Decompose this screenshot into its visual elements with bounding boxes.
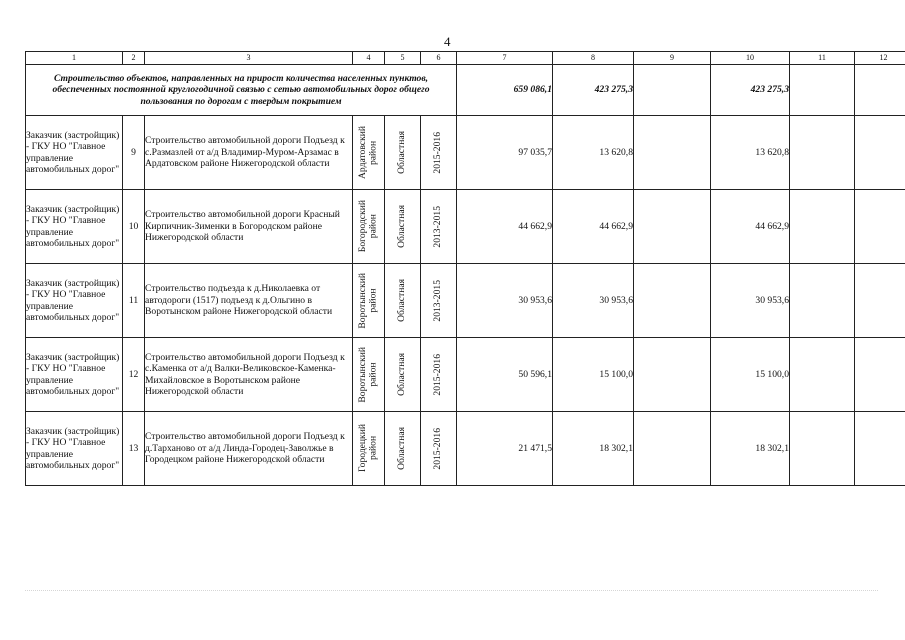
col7-value: 44 662,9 — [457, 190, 553, 264]
column-number: 8 — [553, 52, 634, 65]
col11-value — [790, 338, 855, 412]
ownership-cell — [385, 338, 421, 412]
col11-value — [790, 190, 855, 264]
period-cell — [421, 190, 457, 264]
row-index: 12 — [123, 338, 145, 412]
column-number: 10 — [711, 52, 790, 65]
customer-cell: Заказчик (застройщик) - ГКУ НО "Главное управление автомобильных дорог" — [26, 412, 123, 486]
col7-value: 50 596,1 — [457, 338, 553, 412]
period-label: 2015-2016 — [432, 353, 444, 396]
project-row — [26, 190, 905, 264]
column-number: 11 — [790, 52, 855, 65]
project-row — [26, 338, 905, 412]
ownership-label: Областная — [396, 279, 408, 322]
row-index: 11 — [123, 264, 145, 338]
col12-value — [855, 116, 905, 190]
total-col11 — [790, 65, 855, 116]
project-description: Строительство подъезда к д.Николаевка от автодороги (1517) подъезд к д.Ольгино в Воротынском районе Нижегородской области — [145, 264, 353, 338]
district-cell — [353, 190, 385, 264]
col9-value — [634, 190, 711, 264]
col12-value — [855, 412, 905, 486]
district-label: Городецкий район — [357, 424, 379, 473]
ownership-label: Областная — [396, 205, 408, 248]
col9-value — [634, 338, 711, 412]
district-label: Ардатовский район — [357, 125, 379, 179]
row-index: 13 — [123, 412, 145, 486]
period-cell — [421, 264, 457, 338]
total-col7: 659 086,1 — [457, 65, 553, 116]
total-col9 — [634, 65, 711, 116]
period-cell — [421, 412, 457, 486]
ownership-label: Областная — [396, 131, 408, 174]
ownership-cell — [385, 264, 421, 338]
district-cell — [353, 412, 385, 486]
column-number: 3 — [145, 52, 353, 65]
col11-value — [790, 264, 855, 338]
ownership-label: Областная — [396, 353, 408, 396]
projects-table — [25, 51, 905, 486]
col10-value: 44 662,9 — [711, 190, 790, 264]
district-label: Богородский район — [357, 200, 379, 253]
project-row — [26, 412, 905, 486]
col7-value: 30 953,6 — [457, 264, 553, 338]
column-number: 7 — [457, 52, 553, 65]
col7-value: 21 471,5 — [457, 412, 553, 486]
ownership-cell — [385, 190, 421, 264]
project-description: Строительство автомобильной дороги Подъезд к д.Тарханово от а/д Линда-Городец-Заволжье в Городецком районе Нижегородской области — [145, 412, 353, 486]
period-label: 2015-2016 — [432, 427, 444, 470]
col7-value: 97 035,7 — [457, 116, 553, 190]
project-description: Строительство автомобильной дороги Подъезд к с.Размазлей от а/д Владимир-Муром-Арзамас в Ардатовском районе Нижегородской области — [145, 116, 353, 190]
period-cell — [421, 338, 457, 412]
column-number: 4 — [353, 52, 385, 65]
column-number: 9 — [634, 52, 711, 65]
ownership-label: Областная — [396, 427, 408, 470]
total-col12 — [855, 65, 905, 116]
row-index: 10 — [123, 190, 145, 264]
col10-value: 15 100,0 — [711, 338, 790, 412]
col8-value: 18 302,1 — [553, 412, 634, 486]
total-col10: 423 275,3 — [711, 65, 790, 116]
customer-cell: Заказчик (застройщик) - ГКУ НО "Главное управление автомобильных дорог" — [26, 338, 123, 412]
column-numbers-row — [26, 52, 905, 65]
period-cell — [421, 116, 457, 190]
project-row — [26, 116, 905, 190]
col9-value — [634, 264, 711, 338]
col12-value — [855, 338, 905, 412]
district-cell — [353, 264, 385, 338]
column-number: 1 — [26, 52, 123, 65]
project-row — [26, 264, 905, 338]
project-description: Строительство автомобильной дороги Красный Кирпичник-Зименки в Богородском районе Нижегородской области — [145, 190, 353, 264]
section-total-row — [26, 65, 905, 116]
customer-cell: Заказчик (застройщик) - ГКУ НО "Главное управление автомобильных дорог" — [26, 116, 123, 190]
customer-cell: Заказчик (застройщик) - ГКУ НО "Главное управление автомобильных дорог" — [26, 264, 123, 338]
customer-cell: Заказчик (застройщик) - ГКУ НО "Главное управление автомобильных дорог" — [26, 190, 123, 264]
col8-value: 15 100,0 — [553, 338, 634, 412]
total-col8: 423 275,3 — [553, 65, 634, 116]
period-label: 2015-2016 — [432, 131, 444, 174]
column-number: 6 — [421, 52, 457, 65]
col9-value — [634, 412, 711, 486]
scan-dotted-line — [25, 586, 878, 591]
ownership-cell — [385, 116, 421, 190]
col10-value: 18 302,1 — [711, 412, 790, 486]
district-label: Воротынский район — [357, 346, 379, 403]
col9-value — [634, 116, 711, 190]
col8-value: 44 662,9 — [553, 190, 634, 264]
district-cell — [353, 116, 385, 190]
col11-value — [790, 412, 855, 486]
column-number: 2 — [123, 52, 145, 65]
col10-value: 13 620,8 — [711, 116, 790, 190]
column-number: 5 — [385, 52, 421, 65]
col10-value: 30 953,6 — [711, 264, 790, 338]
district-cell — [353, 338, 385, 412]
page-number: 4 — [444, 34, 451, 49]
section-title: Строительство объектов, направленных на прирост количества населенных пунктов, обеспеченных постоянной круглогодичной связью с сетью автомобильных дорог общего пользования по дорогам с твердым покрытием — [26, 65, 457, 116]
col11-value — [790, 116, 855, 190]
col8-value: 13 620,8 — [553, 116, 634, 190]
period-label: 2013-2015 — [432, 205, 444, 248]
district-label: Воротынский район — [357, 272, 379, 329]
ownership-cell — [385, 412, 421, 486]
col12-value — [855, 190, 905, 264]
col12-value — [855, 264, 905, 338]
project-description: Строительство автомобильной дороги Подъезд к с.Каменка от а/д Валки-Великовское-Каменка-Михайловское в Воротынском районе Нижегородской области — [145, 338, 353, 412]
row-index: 9 — [123, 116, 145, 190]
column-number: 12 — [855, 52, 905, 65]
col8-value: 30 953,6 — [553, 264, 634, 338]
period-label: 2013-2015 — [432, 279, 444, 322]
